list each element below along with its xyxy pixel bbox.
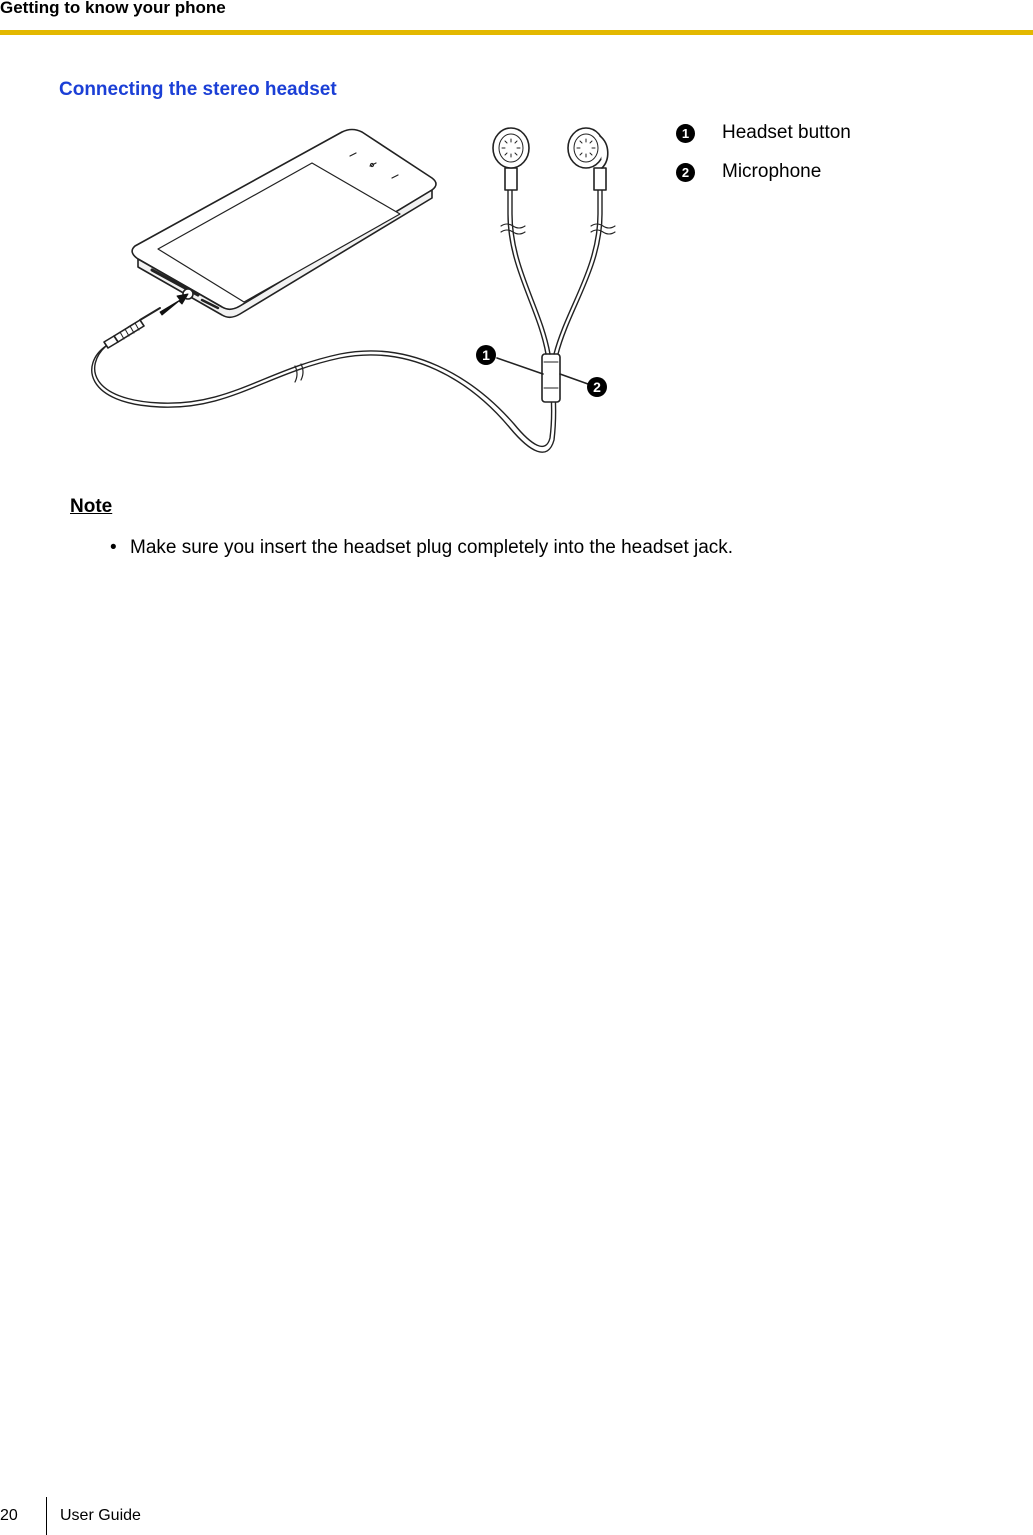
footer-title: User Guide xyxy=(60,1507,141,1524)
callout-2-number: 2 xyxy=(593,379,601,395)
callout-1-number: 1 xyxy=(482,347,490,363)
legend-number-badge: 2 xyxy=(676,163,695,182)
callout-1-badge xyxy=(476,345,496,365)
legend-label: Microphone xyxy=(722,161,822,182)
callout-2-badge xyxy=(587,377,607,397)
callout-2-leader xyxy=(560,374,588,384)
section-title: Connecting the stereo headset xyxy=(59,79,337,100)
callout-1-leader xyxy=(497,358,543,374)
footer-divider xyxy=(46,1497,47,1535)
note-item: Make sure you insert the headset plug completely into the headset jack. xyxy=(130,537,734,558)
headset-connection-illustration xyxy=(80,118,640,478)
legend-item-microphone xyxy=(676,159,896,185)
phone-illustration xyxy=(132,130,436,318)
legend-item-headset-button xyxy=(676,120,896,146)
left-earbud-illustration xyxy=(493,128,529,190)
bullet-icon: • xyxy=(110,537,117,558)
insertion-arrow xyxy=(160,294,188,315)
right-earbud-illustration xyxy=(568,128,608,190)
header-rule xyxy=(0,30,1033,35)
running-header: Getting to know your phone xyxy=(0,0,226,17)
note-heading: Note xyxy=(70,496,113,517)
legend-label: Headset button xyxy=(722,122,851,143)
legend-number-badge: 1 xyxy=(676,124,695,143)
headset-plug-illustration xyxy=(104,308,160,348)
page-number: 20 xyxy=(0,1507,18,1524)
headset-remote-illustration xyxy=(542,354,560,402)
